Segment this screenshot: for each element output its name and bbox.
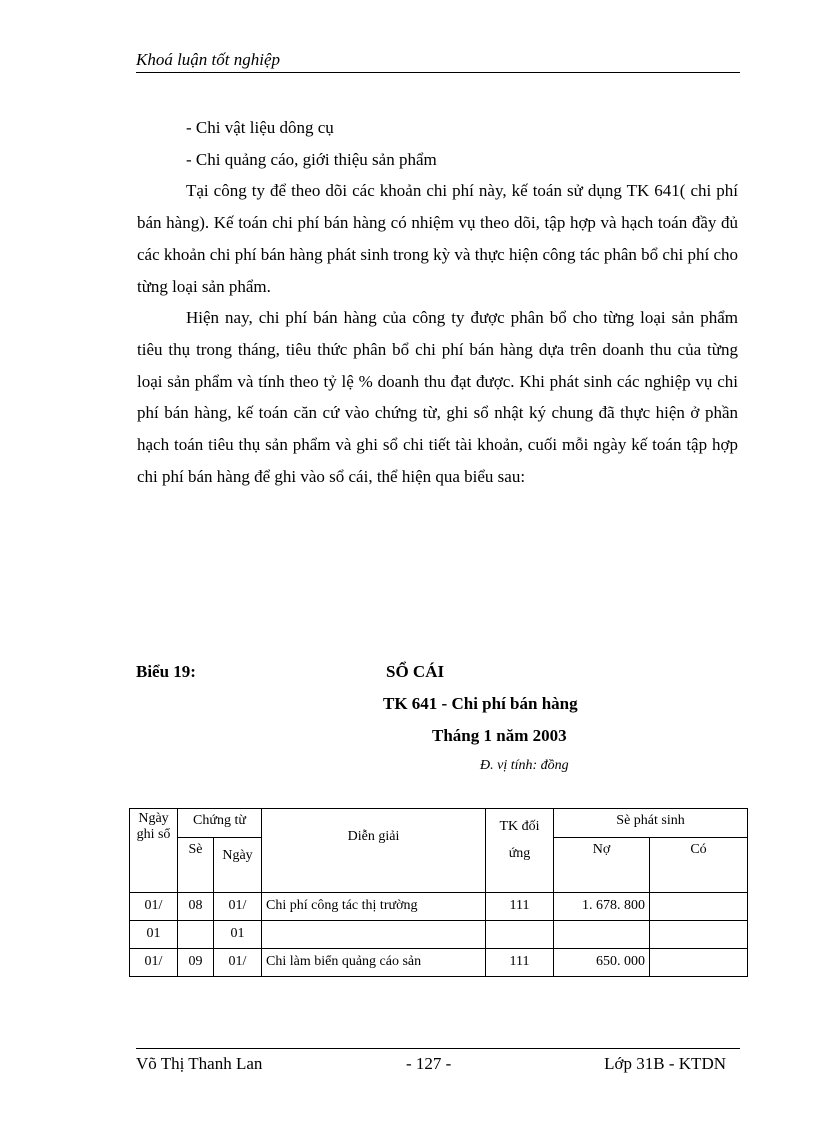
page-number: - 127 - bbox=[406, 1054, 452, 1073]
unit-note: Đ. vị tính: đồng bbox=[480, 758, 569, 773]
cell-date: 01/ bbox=[130, 893, 178, 921]
footer-author: Võ Thị Thanh Lan bbox=[136, 1054, 263, 1073]
cell-voucher-date: 01 bbox=[214, 921, 262, 949]
cell-credit bbox=[650, 893, 748, 921]
cell-account: 111 bbox=[486, 893, 554, 921]
cell-voucher-no: 08 bbox=[178, 893, 214, 921]
cell-account: 111 bbox=[486, 949, 554, 977]
cell-account bbox=[486, 921, 554, 949]
cell-description bbox=[262, 921, 486, 949]
cell-voucher-date: 01/ bbox=[214, 893, 262, 921]
cell-voucher-no: 09 bbox=[178, 949, 214, 977]
bullet-item: - Chi vật liệu dông cụ bbox=[186, 118, 334, 137]
cell-voucher-date: 01/ bbox=[214, 949, 262, 977]
cell-debit: 1. 678. 800 bbox=[554, 893, 650, 921]
col-header-arising: Sè phát sinh bbox=[554, 809, 748, 838]
cell-description: Chi phí công tác thị trường bbox=[262, 893, 486, 921]
col-header-voucher: Chứng từ bbox=[178, 809, 262, 838]
cell-description: Chi làm biển quảng cáo sản bbox=[262, 949, 486, 977]
paragraph: Hiện nay, chi phí bán hàng của công ty được phân bổ cho từng loại sản phẩm tiêu thụ trong tháng, tiêu thức phân bổ chi phí bán hàng dựa trên doanh thu của từng loại sản phẩm và tính theo tỷ lệ % doanh thu đạt được. Khi phát sinh các nghiệp vụ chi phí bán hàng, kế toán căn cứ vào chứng từ, ghi sổ nhật ký chung đã thực hiện ở phần hạch toán tiêu thụ sản phẩm và ghi sổ chi tiết tài khoản, cuối mỗi ngày kế toán tập hợp chi phí bán hàng để ghi vào sổ cái, thể hiện qua biểu sau: bbox=[137, 308, 738, 486]
col-header-voucher-no: Sè bbox=[178, 838, 214, 893]
header-title: Khoá luận tốt nghiệp bbox=[136, 50, 281, 69]
table-row bbox=[130, 949, 748, 977]
col-header-debit: Nợ bbox=[554, 838, 650, 893]
ledger-table bbox=[129, 808, 748, 977]
cell-credit bbox=[650, 921, 748, 949]
col-header-date: Ngày ghi sổ bbox=[130, 809, 178, 893]
cell-voucher-no bbox=[178, 921, 214, 949]
body-text bbox=[137, 112, 738, 492]
table-row bbox=[130, 921, 748, 949]
col-header-credit: Có bbox=[650, 838, 748, 893]
col-header-description: Diễn giải bbox=[262, 809, 486, 893]
table-label: Biểu 19: bbox=[136, 662, 196, 681]
page-footer bbox=[136, 1048, 740, 1078]
col-header-voucher-date: Ngày bbox=[214, 838, 262, 893]
col-header-account: TK đối ứng bbox=[486, 809, 554, 893]
cell-debit: 650. 000 bbox=[554, 949, 650, 977]
bullet-item: - Chi quảng cáo, giới thiệu sản phẩm bbox=[186, 149, 437, 169]
cell-date: 01 bbox=[130, 921, 178, 949]
ledger-title: SỔ CÁI bbox=[386, 662, 445, 681]
ledger-subtitle: TK 641 - Chi phí bán hàng bbox=[383, 694, 578, 713]
cell-debit bbox=[554, 921, 650, 949]
cell-date: 01/ bbox=[130, 949, 178, 977]
paragraph: Tại công ty để theo dõi các khoản chi phí này, kế toán sử dụng TK 641( chi phí bán hàng). Kế toán chi phí bán hàng có nhiệm vụ theo dõi, tập hợp và hạch toán đầy đủ các khoản chi phí bán hàng phát sinh trong kỳ và thực hiện công tác phân bổ chi phí cho từng loại sản phẩm. bbox=[137, 181, 738, 296]
cell-credit bbox=[650, 949, 748, 977]
footer-class: Lớp 31B - KTDN bbox=[604, 1054, 726, 1073]
table-row bbox=[130, 893, 748, 921]
ledger-period: Tháng 1 năm 2003 bbox=[432, 726, 567, 745]
page-header bbox=[136, 50, 740, 73]
